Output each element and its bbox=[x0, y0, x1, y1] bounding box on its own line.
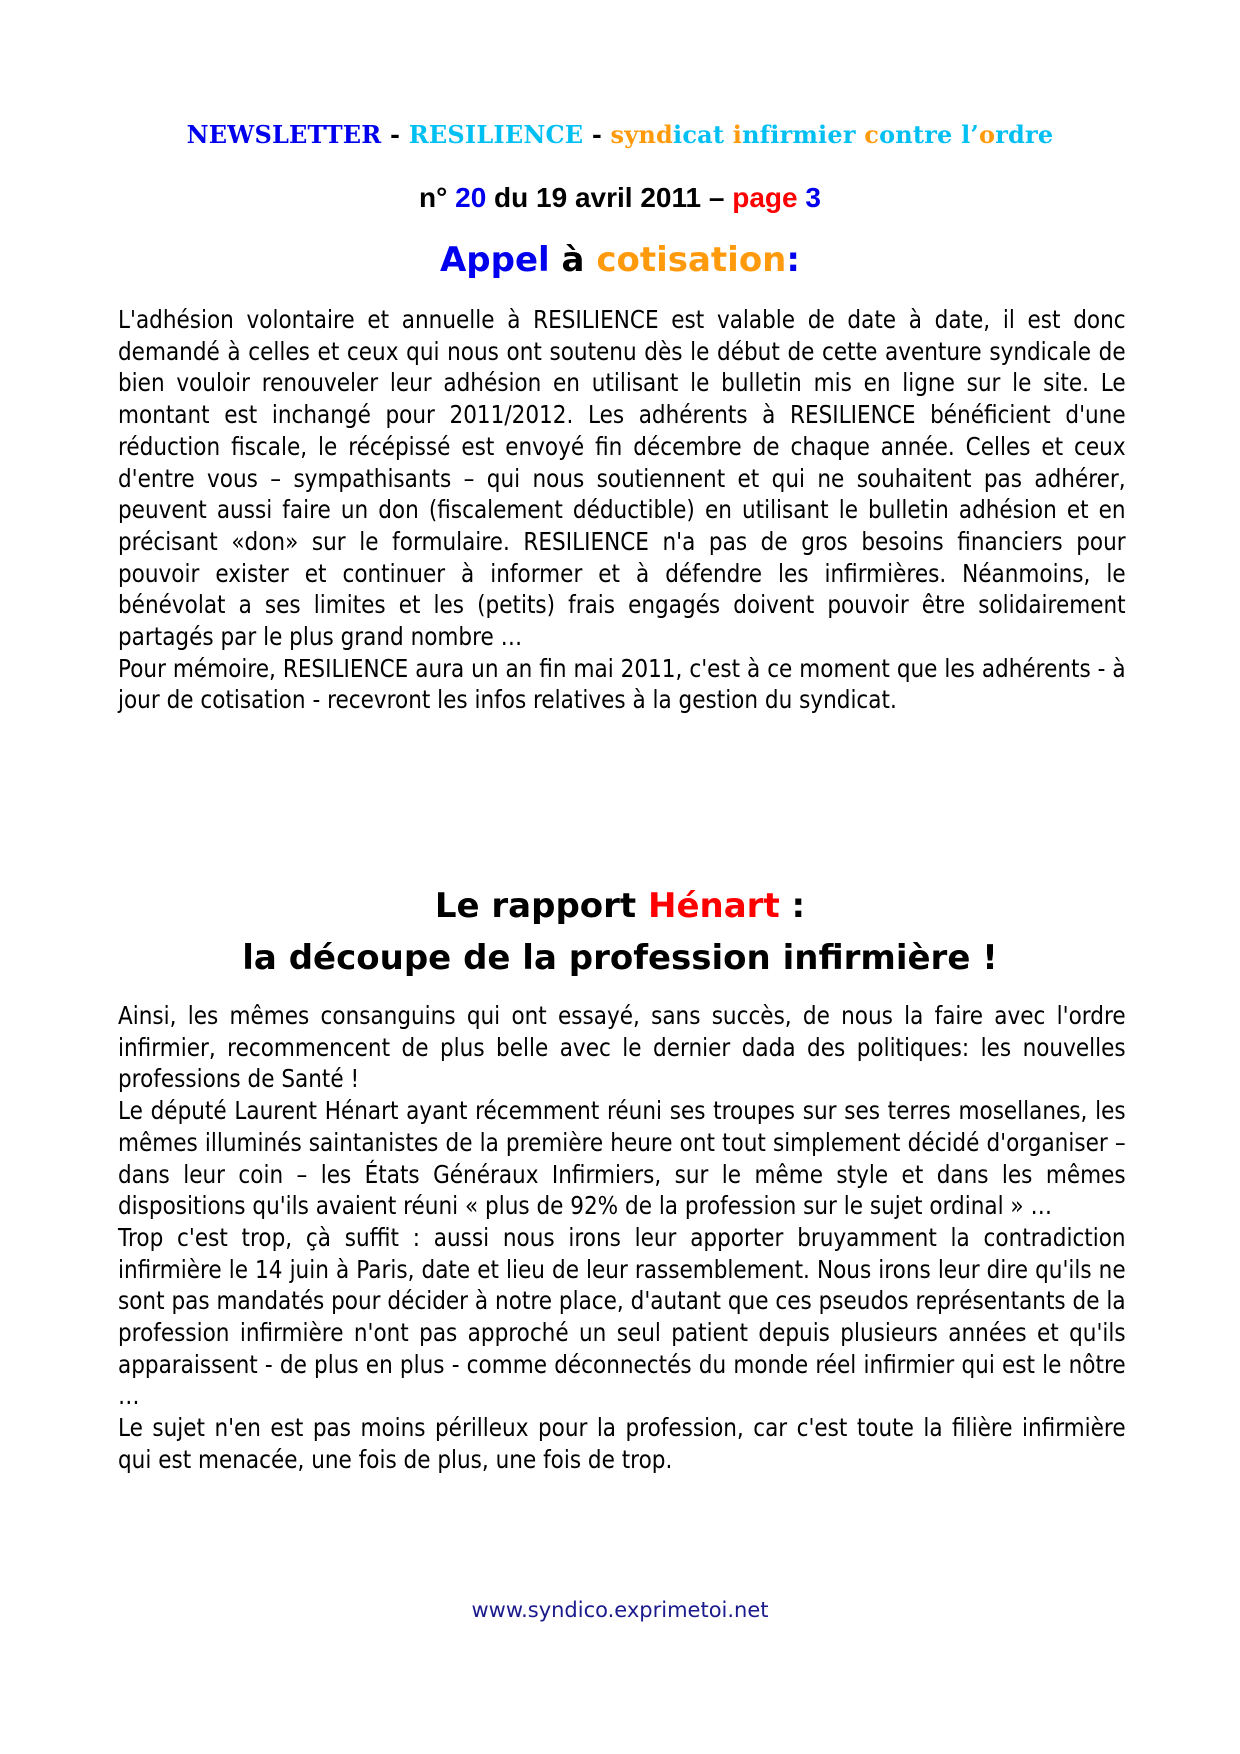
masthead-ordre-part1: l’ bbox=[961, 120, 979, 149]
masthead-syndicat-part2: icat bbox=[673, 120, 725, 149]
masthead-infirmier-part2: nfirmier bbox=[742, 120, 856, 149]
masthead-resilience: RESILIENCE bbox=[408, 120, 584, 149]
title-rapport: Le rapport bbox=[434, 886, 649, 926]
paragraph: L'adhésion volontaire et annuelle à RESILIENCE est valable de date à date, il est donc demandé à celles et ceux qui nous ont soutenu dès le début de cette aventure syndicale de bien vouloir renouveler leur adhésion en utilisant le bulletin mis en ligne sur le site. Le montant est inchangé pour 2011/2012. Les adhérents à RESILIENCE bénéficient d'une réduction fiscale, le récépissé est envoyé fin décembre de chaque année. Celles et ceux d'entre vous – sympathisants – qui nous soutiennent et qui ne souhaitent pas adhérer, peuvent aussi faire un don (fiscalement déductible) en utilisant le bulletin adhésion et en précisant «don» sur le formulaire. RESILIENCE n'a pas de gros besoins financiers pour pouvoir exister et continuer à informer et à défendre les infirmières. Néanmoins, le bénévolat a ses limites et les (petits) frais engagés doivent pouvoir être solidairement partagés par le plus grand nombre … bbox=[118, 305, 1126, 652]
section2-body bbox=[118, 1000, 1126, 1476]
masthead-space bbox=[724, 120, 733, 149]
issue-prefix: n° bbox=[419, 182, 456, 213]
section1-body bbox=[118, 304, 1126, 716]
section-title-appel bbox=[0, 240, 1240, 280]
title-henart-name: Hénart bbox=[648, 886, 780, 926]
page-number: 3 bbox=[805, 182, 821, 213]
masthead-space bbox=[953, 120, 962, 149]
masthead-separator: - bbox=[381, 120, 409, 149]
masthead-contre-part2: ontre bbox=[879, 120, 953, 149]
section-title-henart bbox=[0, 880, 1240, 984]
title-line-2: la découpe de la profession infirmière ! bbox=[242, 938, 998, 978]
paragraph: Le sujet n'en est pas moins périlleux pour la profession, car c'est toute la filière infirmière qui est menacée, une fois de plus, une fois de trop. bbox=[118, 1413, 1126, 1474]
title-colon: : bbox=[786, 240, 800, 280]
paragraph: Pour mémoire, RESILIENCE aura un an fin mai 2011, c'est à ce moment que les adhérents - à jour de cotisation - recevront les infos relatives à la gestion du syndicat. bbox=[118, 653, 1126, 715]
masthead-newsletter: NEWSLETTER bbox=[186, 120, 382, 149]
masthead-separator: - bbox=[583, 120, 611, 149]
title-cotisation-word: cotisation bbox=[596, 240, 787, 280]
paragraph: Trop c'est trop, çà suffit : aussi nous irons leur apporter bruyamment la contradiction infirmière le 14 juin à Paris, date et lieu de leur rassemblement. Nous irons leur dire qu'ils ne sont pas mandatés pour décider à notre place, d'autant que ces pseudos représentants de la profession infirmière n'ont pas approché un seul patient depuis plusieurs années et qu'ils apparaissent - de plus en plus - comme déconnectés du monde réel infirmier qui est le nôtre … bbox=[118, 1222, 1126, 1411]
issue-date: du 19 avril 2011 – bbox=[486, 182, 733, 213]
title-line-1 bbox=[0, 880, 1240, 932]
masthead-contre-part1: c bbox=[864, 120, 880, 149]
issue-number: 20 bbox=[455, 182, 487, 213]
masthead bbox=[0, 120, 1240, 149]
masthead-infirmier-part1: i bbox=[732, 120, 743, 149]
masthead-space bbox=[856, 120, 865, 149]
paragraph: Ainsi, les mêmes consanguins qui ont essayé, sans succès, de nous la faire avec l'ordre infirmier, recommencent de plus belle avec le dernier dada des politiques: les nouvelles professions de Santé ! bbox=[118, 1001, 1126, 1094]
page-label: page bbox=[732, 182, 806, 213]
title-appel-word: Appel bbox=[439, 240, 550, 280]
footer-url[interactable]: www.syndico.exprimetoi.net bbox=[471, 1598, 769, 1622]
masthead-syndicat-part1: synd bbox=[610, 120, 674, 149]
title-a-word: à bbox=[549, 240, 597, 280]
title-colon: : bbox=[779, 886, 806, 926]
masthead-ordre-part2: o bbox=[978, 120, 996, 149]
issue-line bbox=[0, 182, 1240, 214]
paragraph: Le député Laurent Hénart ayant récemment réuni ses troupes sur ses terres mosellanes, les mêmes illuminés saintanistes de la première heure ont tout simplement décidé d'organiser – dans leur coin – les États Généraux Infirmiers, sur le même style et dans les mêmes dispositions qu'ils avaient réuni « plus de 92% de la profession sur le sujet ordinal » … bbox=[118, 1096, 1126, 1221]
masthead-ordre-part3: rdre bbox=[995, 120, 1054, 149]
